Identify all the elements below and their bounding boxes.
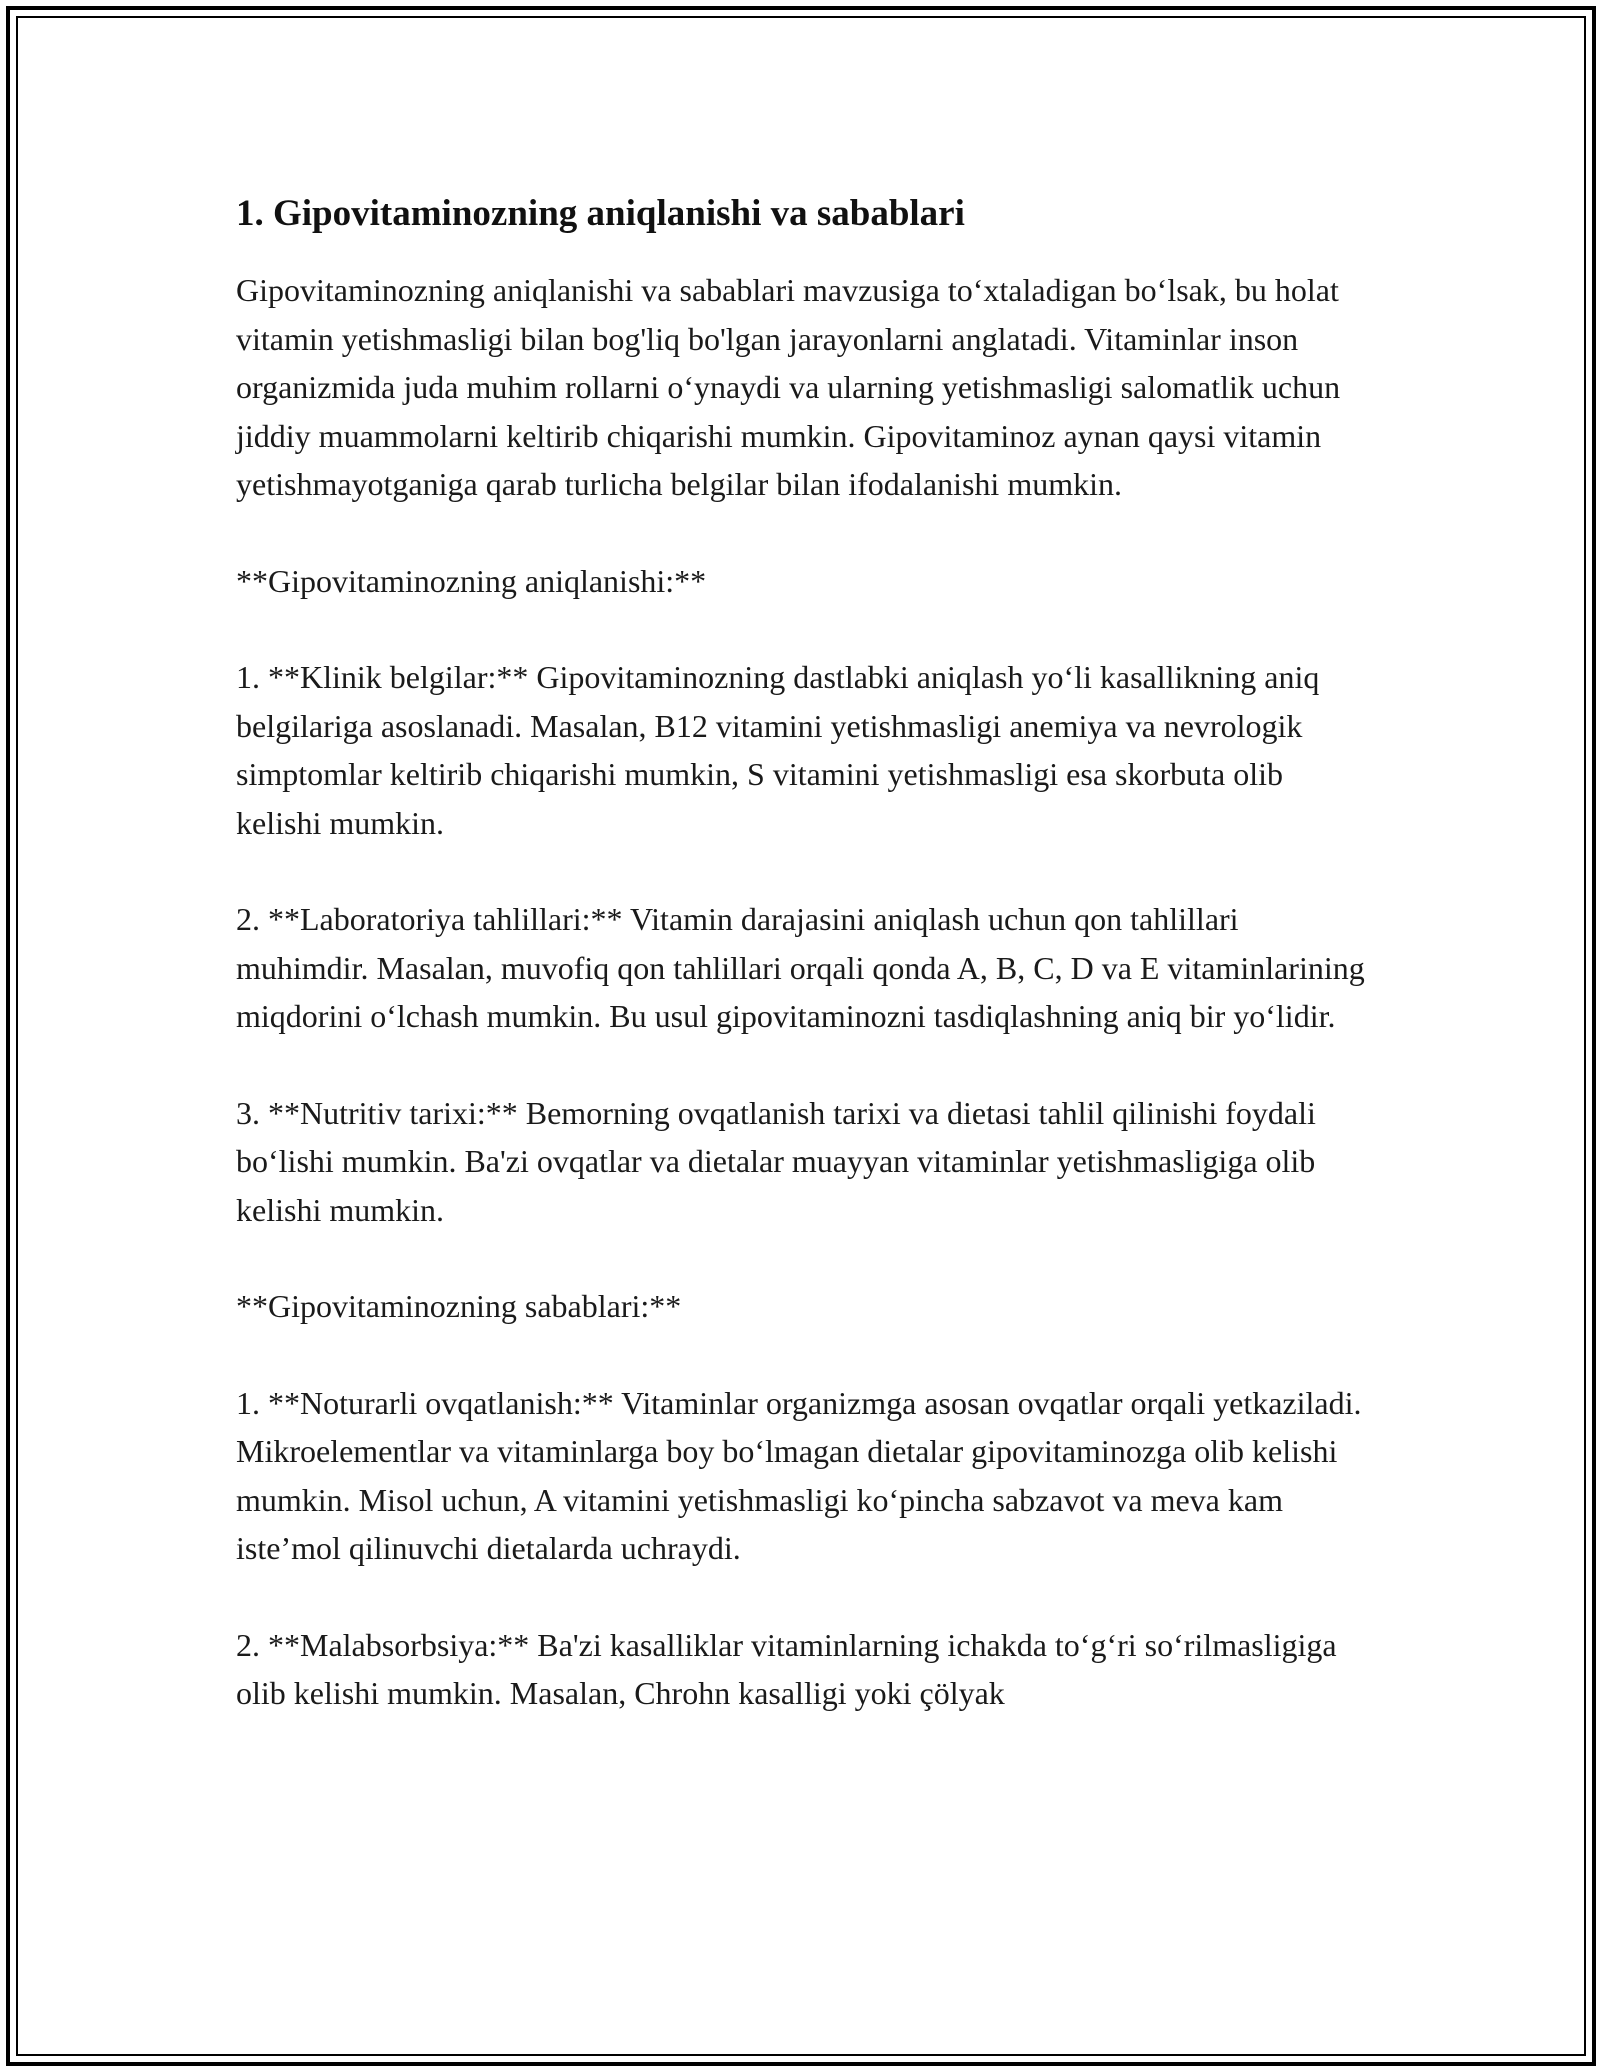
list-item-laboratory-tests: 2. **Laboratoriya tahlillari:** Vitamin darajasini aniqlash uchun qon tahlillari muhimdir. Masalan, muvofiq qon tahlillari orqali qonda A, B, C, D va E vitaminlarining miqdorini o‘lchash mumkin. Bu usul gipovitaminozni tasdiqlashning aniq bir yo‘lidir. <box>236 901 1365 1034</box>
list-item-poor-nutrition: 1. **Noturarli ovqatlanish:** Vitaminlar organizmga asosan ovqatlar orqali yetkaziladi. Mikroelementlar va vitaminlarga boy bo‘lmagan dietalar gipovitaminozga olib kelishi mumkin. Misol uchun, A vitamini yetishmasligi ko‘pincha sabzavot va meva kam iste’mol qilinuvchi dietalarda uchraydi. <box>236 1384 1362 1566</box>
document-title: 1. Gipovitaminozning aniqlanishi va sabablari <box>236 193 965 234</box>
list-item-malabsorption: 2. **Malabsorbsiya:** Ba'zi kasalliklar vitaminlarning ichakda to‘g‘ri so‘rilmasligiga olib kelishi mumkin. Masalan, Chrohn kasalligi yoki çölyak <box>236 1626 1337 1711</box>
paragraph-intro: Gipovitaminozning aniqlanishi va sabablari mavzusiga to‘xtaladigan bo‘lsak, bu holat vitamin yetishmasligi bilan bog'liq bo'lgan jarayonlarni anglatadi. Vitaminlar inson organizmida juda muhim rollarni o‘ynaydi va ularning yetishmasligi salomatlik uchun jiddiy muammolarni keltirib chiqarishi mumkin. Gipovitaminoz aynan qaysi vitamin yetishmayotganiga qarab turlicha belgilar bilan ifodalanishi mumkin. <box>236 272 1341 502</box>
section-heading-diagnosis: **Gipovitaminozning aniqlanishi:** <box>236 562 707 599</box>
list-item-clinical-signs: 1. **Klinik belgilar:** Gipovitaminozning dastlabki aniqlash yo‘li kasallikning aniq belgilariga asoslanadi. Masalan, B12 vitamini yetishmasligi anemiya va nevrologik simptomlar keltirib chiqarishi mumkin, S vitamini yetishmasligi esa skorbuta olib kelishi mumkin. <box>236 659 1320 841</box>
list-item-nutritional-history: 3. **Nutritiv tarixi:** Bemorning ovqatlanish tarixi va dietasi tahlil qilinishi foydali bo‘lishi mumkin. Ba'zi ovqatlar va dietalar muayyan vitaminlar yetishmasligiga olib kelishi mumkin. <box>236 1094 1316 1228</box>
document-body <box>236 188 1366 1766</box>
section-heading-causes: **Gipovitaminozning sabablari:** <box>236 1288 682 1324</box>
